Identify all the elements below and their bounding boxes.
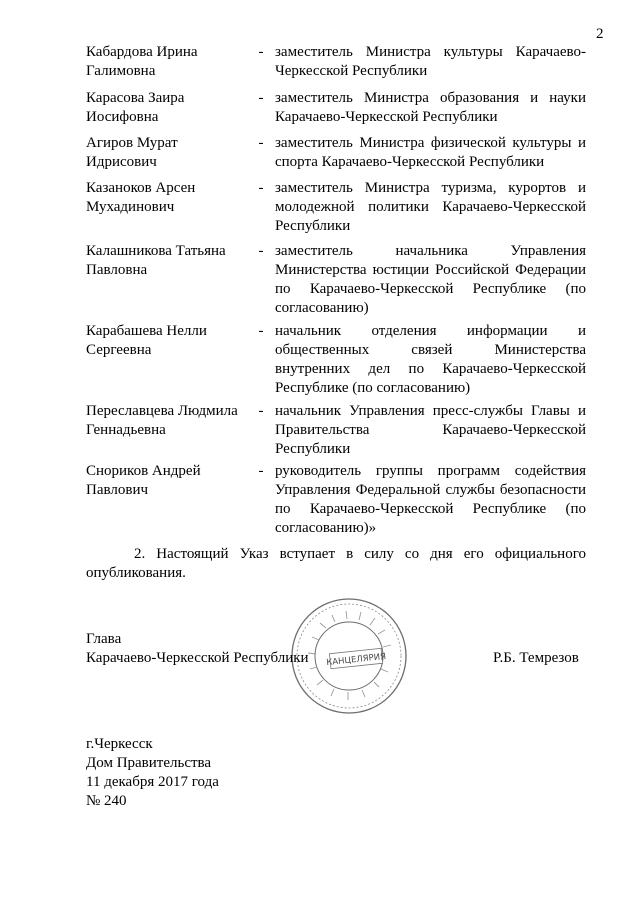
dash: - [258, 403, 264, 419]
dash: - [258, 135, 264, 151]
signer-name: Р.Б. Темрезов [493, 650, 579, 666]
member-position: заместитель Министра образования и науки Карачаево-Черкесской Республики [275, 90, 586, 125]
member-position: заместитель начальника Управления Министерства юстиции Российской Федерации по Карачаево-Черкесской Республике (по согласованию) [275, 243, 586, 316]
member-name: Карабашева Нелли Сергеевна [86, 323, 207, 358]
seal-label: КАНЦЕЛЯРИЯ [325, 651, 387, 669]
member-name: Кабардова Ирина Галимовна [86, 44, 198, 79]
member-name: Калашникова Татьяна Павловна [86, 243, 226, 278]
member-name: Карасова Заира Иосифовна [86, 90, 185, 125]
footer-city: г.Черкесск [86, 736, 153, 752]
signature-title-line1: Глава [86, 631, 122, 647]
signature-title-line2: Карачаево-Черкесской Республики [86, 650, 309, 666]
member-position: начальник Управления пресс-службы Главы и Правительства Карачаево-Черкесской Республики [275, 403, 586, 457]
dash: - [258, 90, 264, 106]
footer-place: Дом Правительства [86, 755, 212, 771]
clause-paragraph: 2. Настоящий Указ вступает в силу со дня его официального опубликования. [86, 546, 586, 581]
member-name: Переславцева Людмила Геннадьевна [86, 403, 238, 438]
dash: - [258, 180, 264, 196]
dash: - [258, 463, 264, 479]
page-number: 2 [596, 26, 604, 42]
dash: - [258, 323, 264, 339]
footer-date: 11 декабря 2017 года [86, 774, 219, 790]
member-position: заместитель Министра физической культуры и спорта Карачаево-Черкесской Республики [275, 135, 586, 170]
member-name: Казаноков Арсен Мухадинович [86, 180, 196, 215]
member-name: Снориков Андрей Павлович [86, 463, 201, 498]
dash: - [258, 243, 264, 259]
member-name: Агиров Мурат Идрисович [86, 135, 178, 170]
member-position: заместитель Министра культуры Карачаево-Черкесской Республики [275, 44, 586, 79]
footer-number: № 240 [86, 793, 127, 809]
member-position: начальник отделения информации и общественных связей Министерства внутренних дел по Карачаево-Черкесской Республике (по согласованию) [275, 323, 586, 396]
member-position: заместитель Министра туризма, курортов и молодежной политики Карачаево-Черкесской Республики [275, 180, 586, 234]
dash: - [258, 44, 264, 60]
member-position: руководитель группы программ содействия Управления Федеральной службы безопасности по Карачаево-Черкесской Республике (по согласованию)» [275, 463, 586, 536]
